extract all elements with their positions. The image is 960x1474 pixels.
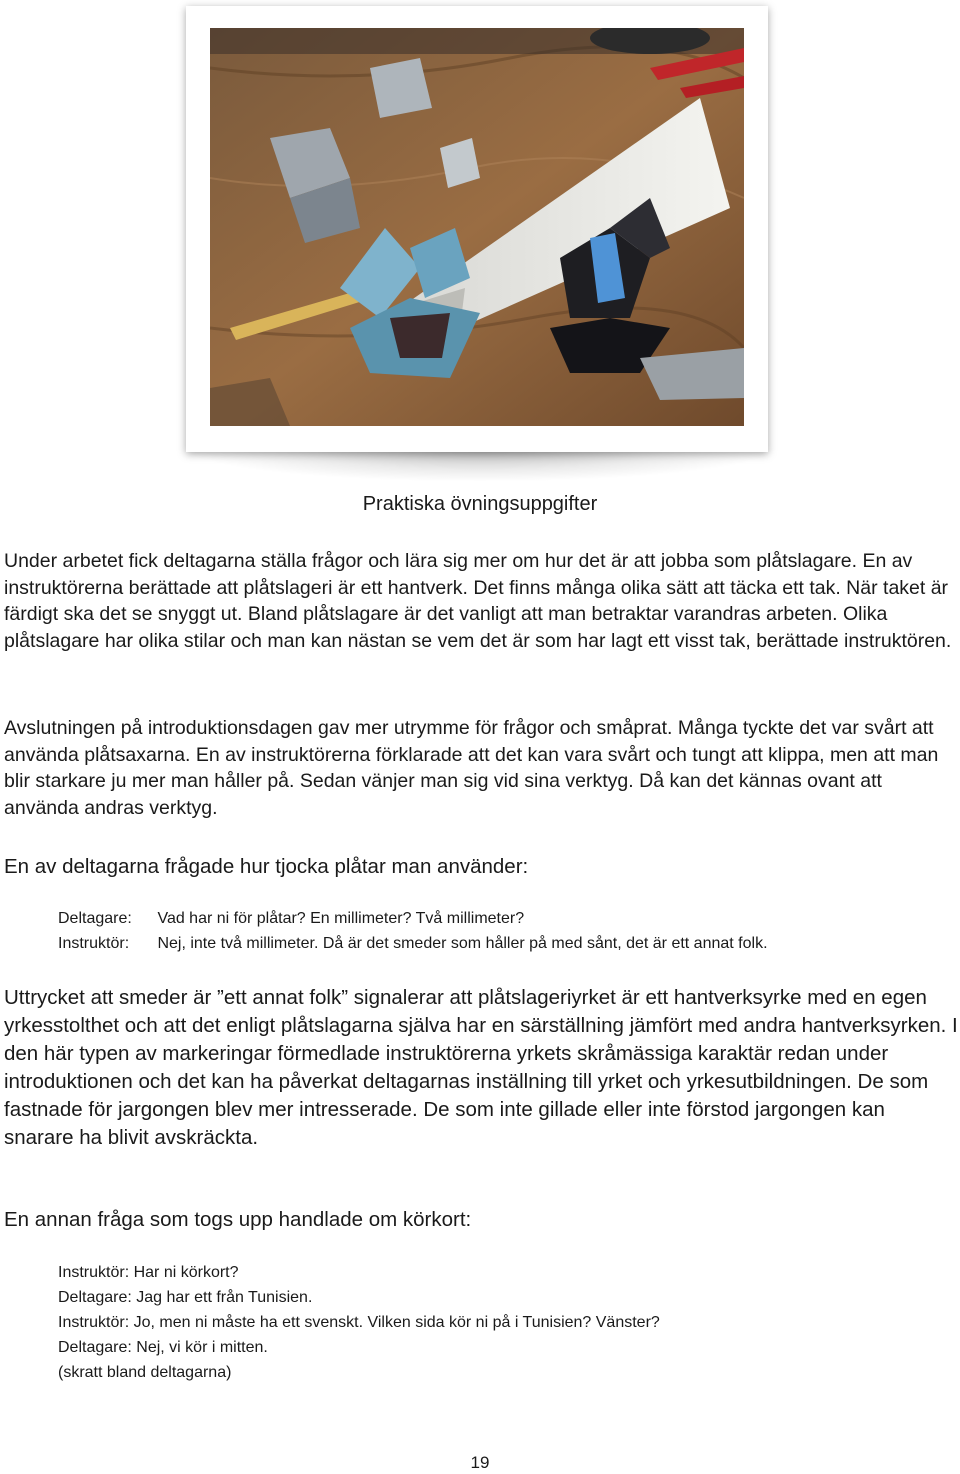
paragraph-1: Under arbetet fick deltagarna ställa frågor och lära sig mer om hur det är att jobba som plåtslagare. En av instruktörerna berättade att plåtslageri är ett hantverk. Det finns många olika sätt att täcka ett tak. När taket är färdigt ska det se snyggt ut. Bland plåtslagare är det vanligt att man betraktar varandras arbeten. Olika plåtslagare har olika stilar och man kan nästan se vem det är som har lagt ett visst tak, berättade instruktören. — [4, 550, 952, 652]
paragraph-2: Avslutningen på introduktionsdagen gav mer utrymme för frågor och småprat. Många tyckte det var svårt att använda plåtsaxarna. En av instruktörerna förklarade att det kan vara svårt och tungt att klippa, men att man blir starkare ju mer man håller på. Sedan vänjer man sig vid sina verktyg. Då kan det kännas ovant att använda andras verktyg. — [4, 717, 939, 819]
speaker-label: Instruktör: — [58, 935, 130, 952]
dialog-line — [58, 1335, 958, 1360]
speaker-label: Deltagare: — [58, 1289, 132, 1306]
photo-caption — [0, 493, 960, 516]
workshop-photo — [210, 28, 744, 426]
dialog-text: Jo, men ni måste ha ett svenskt. Vilken sida kör ni på i Tunisien? Vänster? — [133, 1314, 660, 1331]
page-number: 19 — [470, 1453, 490, 1472]
question-1-intro: En av deltagarna frågade hur tjocka plåtar man använder: — [4, 855, 529, 878]
dialog-text: Jag har ett från Tunisien. — [136, 1289, 313, 1306]
dialog-line — [58, 906, 958, 931]
dialog-line — [58, 931, 958, 956]
speaker-label: Deltagare: — [58, 910, 132, 927]
speaker-label: Instruktör: — [58, 1264, 130, 1281]
caption-text: Praktiska övningsuppgifter — [362, 493, 598, 515]
question-2-intro: En annan fråga som togs upp handlade om körkort: — [4, 1208, 472, 1231]
dialog-line — [58, 1360, 958, 1385]
dialog-text: Nej, inte två millimeter. Då är det smeder som håller på med sånt, det är ett annat folk. — [157, 935, 768, 952]
speaker-label: Instruktör: — [58, 1314, 130, 1331]
dialog-2 — [58, 1260, 958, 1385]
paragraph-3: Uttrycket att smeder är ”ett annat folk” signalerar att plåtslageriyrket är ett hantverksyrke med en egen yrkesstolthet och att det enligt plåtslagarna själva har en särställning jämfört med andra hantverksyrken. I den här typen av markeringar förmedlade instruktörerna yrkets skråmässiga karaktär redan under introduktionen och det kan ha påverkat deltagarnas inställning till yrket och yrkesutbildningen. De som fastnade för jargongen blev mer intresserade. De som inte gillade eller inte förstod jargongen kan snarare ha blivit avskräckta. — [4, 986, 958, 1149]
dialog-line — [58, 1285, 958, 1310]
dialog-text: (skratt bland deltagarna) — [58, 1364, 232, 1381]
dialog-1 — [58, 906, 958, 956]
photo-shadow — [180, 448, 780, 482]
dialog-line — [58, 1310, 958, 1335]
dialog-text: Nej, vi kör i mitten. — [136, 1339, 268, 1356]
dialog-text: Vad har ni för plåtar? En millimeter? Två millimeter? — [157, 910, 525, 927]
speaker-label: Deltagare: — [58, 1339, 132, 1356]
dialog-text: Har ni körkort? — [133, 1264, 239, 1281]
dialog-line — [58, 1260, 958, 1285]
photo-frame — [186, 6, 768, 452]
